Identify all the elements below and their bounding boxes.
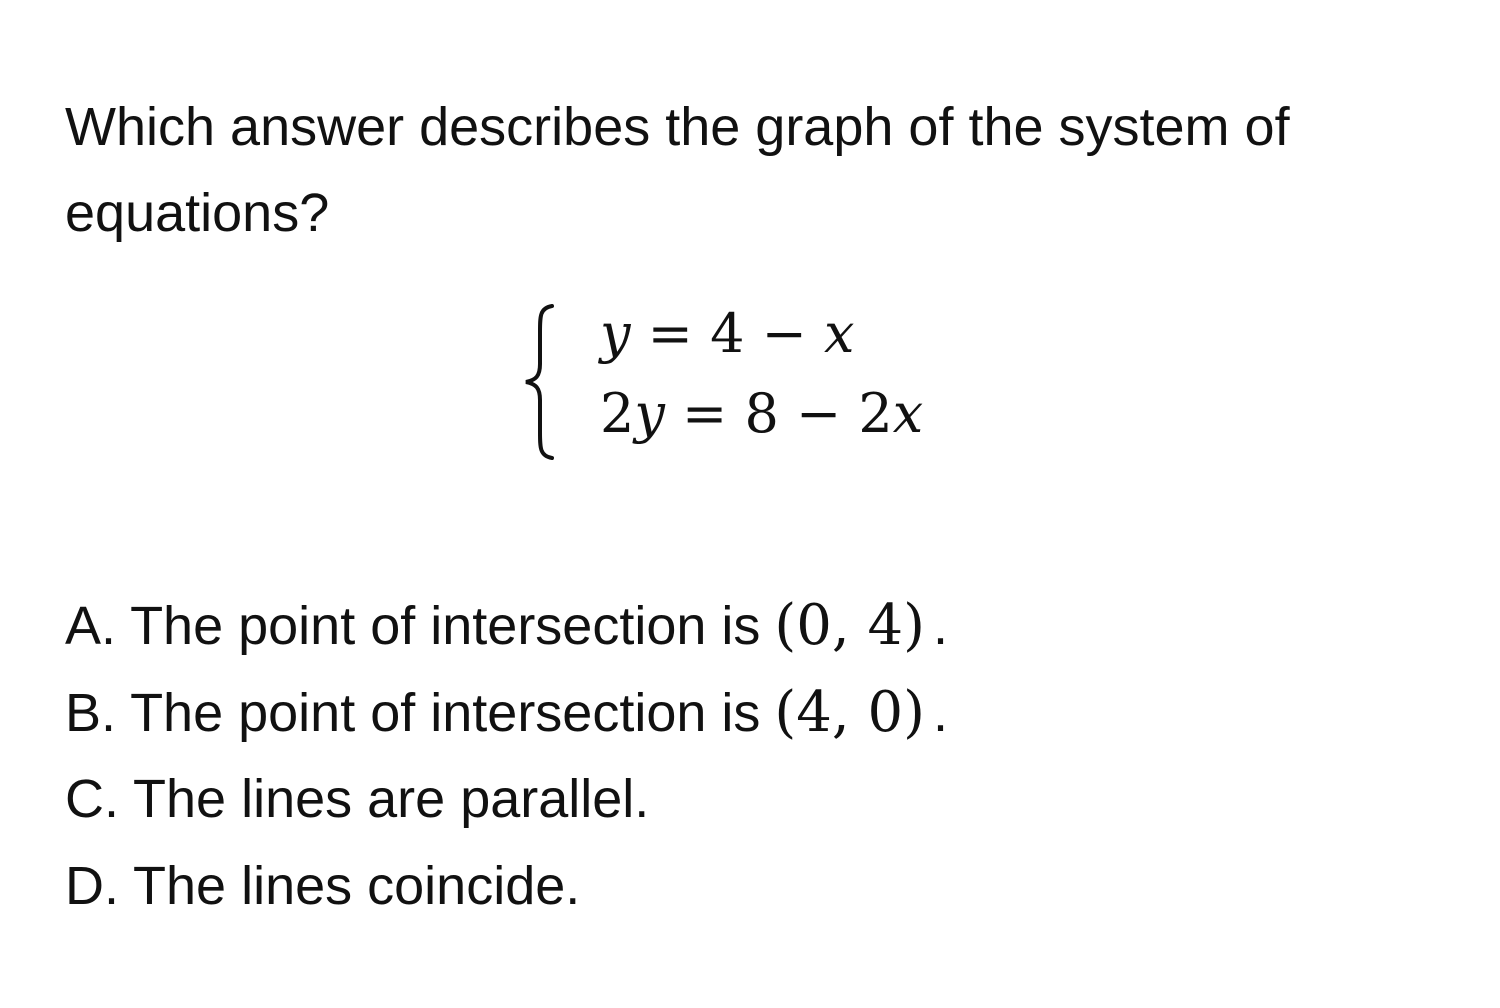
equation-2: 2y = 8 − 2x (600, 382, 924, 445)
option-b[interactable] (65, 669, 948, 756)
answer-options (65, 582, 948, 930)
left-brace-icon (520, 302, 560, 462)
equation-1: y = 4 − x (600, 302, 855, 365)
option-c[interactable] (65, 756, 948, 843)
option-text: The point of intersection is (130, 683, 761, 743)
option-math: (0, 4) (774, 593, 925, 658)
option-text: The lines are parallel. (133, 769, 650, 829)
option-label: D. (65, 856, 119, 916)
option-label: C. (65, 769, 119, 829)
option-end: . (932, 596, 948, 656)
option-math: (4, 0) (774, 680, 925, 745)
option-text: The point of intersection is (130, 596, 761, 656)
option-label: B. (65, 683, 117, 743)
option-a[interactable] (65, 582, 948, 669)
option-end: . (932, 683, 948, 743)
option-text: The lines coincide. (133, 856, 581, 916)
option-d[interactable] (65, 843, 948, 930)
option-label: A. (65, 596, 117, 656)
question-text: Which answer describes the graph of the system of equations? (65, 97, 1290, 243)
